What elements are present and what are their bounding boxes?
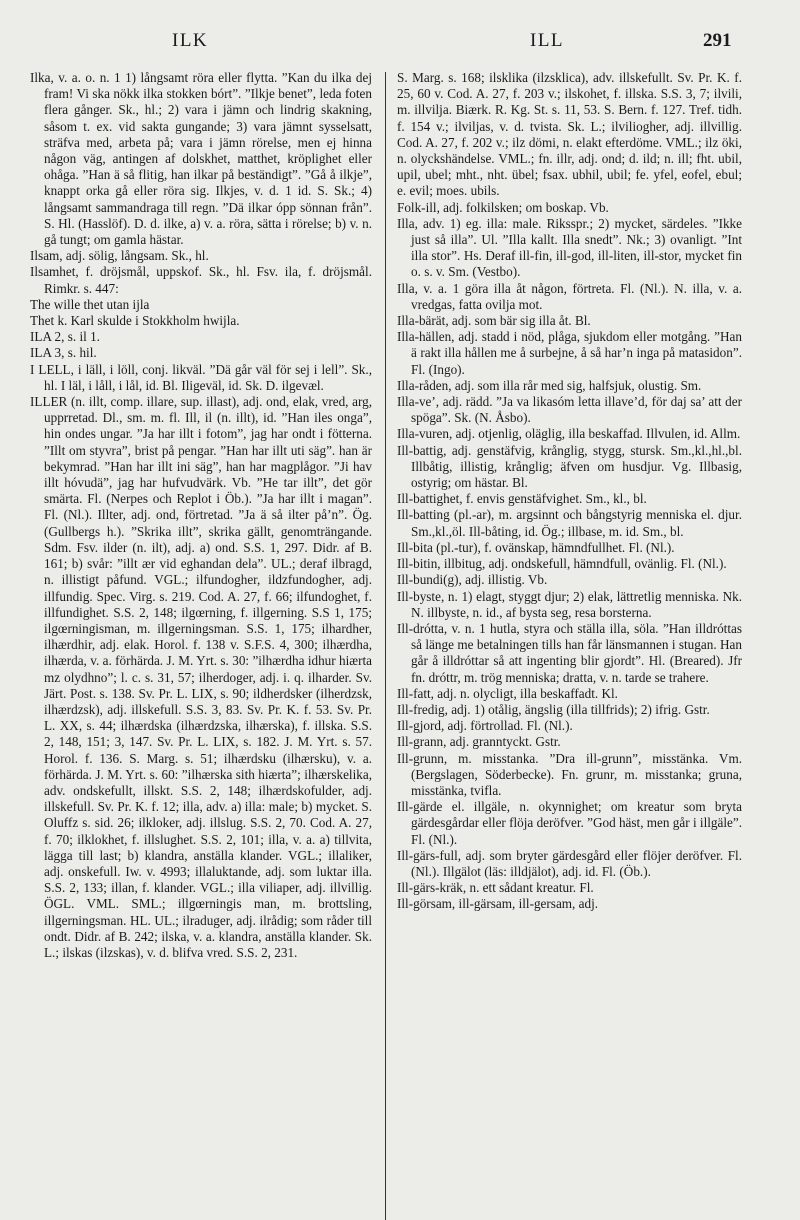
entry-ill-bita: Ill-bita (pl.-tur), f. ovänskap, hämndfullhet. Fl. (Nl.). xyxy=(397,539,675,555)
column-divider xyxy=(385,72,386,1220)
entry-ill-grunn: Ill-grunn, m. misstanka. ”Dra ill-grunn”, misstänka. Vm. (Bergslagen, Söderbecke). Fn. grunr, m. misstanka; gruna, misstänka, tvifla. xyxy=(397,750,742,798)
left-guide-word: ILK xyxy=(172,30,209,51)
entry-ilsam: Ilsam, adj. sölig, långsam. Sk., hl. xyxy=(30,248,209,264)
entry-illa-vuren: Illa-vuren, adj. otjenlig, oläglig, illa beskaffad. Illvulen, id. Allm. xyxy=(397,426,741,442)
entry-ill-batting: Ill-batting (pl.-ar), m. argsinnt och bångstyrig menniska el. djur. Sm.,kl.,öl. Ill-båting, id. Ög.; illbase, m. id. Sm., bl. xyxy=(397,507,742,539)
entry-i-lell: I LELL, i läll, i löll, conj. likväl. ”Dä går väl för sej i lell”. Sk., hl. I läl, i låll, i lål, id. Bl. Iligeväl, id. Sk. D. ilgevæl. xyxy=(30,361,372,393)
entry-ill-gars-full: Ill-gärs-full, adj. som bryter gärdesgård eller flöjer deröfver. Fl. (Nl.). Illgälot (läs: illdjälot), adj. id. Fl. (Öb.). xyxy=(397,847,742,879)
right-guide-word: ILL xyxy=(530,30,565,51)
entry-folk-ill: Folk-ill, adj. folkilsken; om boskap. Vb. xyxy=(397,199,609,215)
entry-ill-gorsam: Ill-görsam, ill-gärsam, ill-gersam, adj. xyxy=(397,896,599,912)
entry-ill-gars-krak: Ill-gärs-kräk, n. ett sådant kreatur. Fl. xyxy=(397,880,594,896)
page-number: 291 xyxy=(703,30,732,51)
entry-ill-battig: Ill-battig, adj. genstäfvig, krånglig, stygg, stursk. Sm.,kl.,hl.,bl. Illbåtig, illistig, krånglig; äfven om husdjur. Vg. Illbasig, ostyrig; om hästar. Bl. xyxy=(397,442,742,491)
entry-illa-adv: Illa, adv. 1) eg. illa: male. Riksspr.; 2) mycket, särdeles. ”Ikke just så illa”. Ul. ”Illa kallt. Illa snedt”. Nk.; 3) ovanligt. ”Int illa stor”. Hs. Deraf ill-fin, ill-god, ill-liten, ill-stor, mycket fin o. s. v. Sm. (Vestbo). xyxy=(397,215,742,280)
entry-ill-fatt: Ill-fatt, adj. n. olycligt, illa beskaffadt. Kl. xyxy=(397,685,618,701)
entry-ilsamhet: Ilsamhet, f. dröjsmål, uppskof. Sk., hl. Fsv. ila, f. dröjsmål. Rimkr. s. 447: xyxy=(30,264,372,296)
entry-ill-bundig: Ill-bundi(g), adj. illistig. Vb. xyxy=(397,572,548,588)
entry-ill-fredig: Ill-fredig, adj. 1) otålig, ängslig (illa tillfrids); 2) ifrig. Gstr. xyxy=(397,701,710,717)
entry-ila-3: ILA 3, s. hil. xyxy=(30,345,97,361)
right-column xyxy=(397,70,742,913)
left-column xyxy=(30,70,372,961)
entry-ilka: Ilka, v. a. o. n. 1 1) långsamt röra eller flytta. ”Kan du ilka dej fram! Vi ska nökk ilka stokken bórt”. ”Ilkje benet”, leda foten flera gånger. Sk., hl.; 2) vara i jämn och lindrig skakning, såsom t. ex. vid sakta gungande; 3) vara jämnt sysselsatt, sträfva med, arbeta på; vara i jämn rörelse, men ej hinna någon väg, antingen af dolskhet, matthet, kröplighet eller ohåga. ”Han ä så flitig, han ilkar på beständigt”. ”Gå å ilkje”, knappt orka gå eller röra sig. Ilkjes, v. d. 1 id. S. Sk.; 4) långsamt sammandraga till regn. ”Dä ilkar ópp sönnan från”. S. Hl. (Hasslöf). D. d. ilke, a) v. a. röra, sätta i rörelse; b) v. n. gå tungt; om gamla hästar. xyxy=(30,70,372,248)
entry-illa-ve: Illa-ve’, adj. rädd. ”Ja va likasóm letta illave’d, för daj sa’ att der spöga”. Sk. (N. Åsbo). xyxy=(397,394,742,426)
entry-ill-battighet: Ill-battighet, f. envis genstäfvighet. Sm., kl., bl. xyxy=(397,491,647,507)
entry-iller-continued: S. Marg. s. 168; ilsklika (ilzsklica), adv. illskefullt. Sv. Pr. K. f. 25, 60 v. Cod. A. 27, f. 203 v.; ilskohet, f. illska. S.S. 3, 7; ilvili, m. illvilja. Biærk. R. Kg. St. s. 11, 53. S. Bern. f. 127. Tref. tidh. f. 154 v.; ilviljas, v. d. tvista. Sk. L.; ilviliogher, adj. illvillig. Cod. A. 27, f. 202 v.; ilz dömi, n. elakt efterdöme. VML.; ilz öki, n. olyckshändelse. VML.; fn. illr, adj. ond; d. ild; n. ill; fht. ubil, upil, ubel; mht., nht. übel; fsax. ubhil, ubil; fe. yfel, eofel, ebul; e. evil; moes. ubils. xyxy=(397,70,742,199)
entry-ill-byste: Ill-byste, n. 1) elagt, styggt djur; 2) elak, lättretlig menniska. Nk. N. illbyste, n. id., af bysta seg, resa borsterna. xyxy=(397,588,742,620)
quote-line-2: Thet k. Karl skulde i Stokkholm hwijla. xyxy=(30,313,240,329)
entry-ill-gjord: Ill-gjord, adj. förtrollad. Fl. (Nl.). xyxy=(397,718,573,734)
quote-line-1: The wille thet utan ijla xyxy=(30,296,150,312)
running-head xyxy=(0,30,800,56)
entry-ill-garde: Ill-gärde el. illgäle, n. okynnighet; om kreatur som bryta gärdesgårdar eller flöja deröfver. ”God häst, men går i illgäle”. Fl. (Nl.). xyxy=(397,799,743,847)
entry-illa-raden: Illa-råden, adj. som illa rår med sig, halfsjuk, olustig. Sm. xyxy=(397,377,702,393)
entry-ill-bitin: Ill-bitin, illbitug, adj. ondskefull, hämndfull, ovänlig. Fl. (Nl.). xyxy=(397,556,727,572)
entry-illa-barat: Illa-bärät, adj. som bär sig illa åt. Bl. xyxy=(397,313,591,329)
entry-illa-verb: Illa, v. a. 1 göra illa åt någon, förtreta. Fl. (Nl.). N. illa, v. a. vredgas, fatta ovilja mot. xyxy=(397,280,742,312)
entry-illa-hallen: Illa-hällen, adj. stadd i nöd, plåga, sjukdom eller motgång. ”Han ä rakt illa hållen me å surbejne, å så har’n inga på matasidon”. Fl. (Ingo). xyxy=(397,329,742,377)
entry-ila-2: ILA 2, s. il 1. xyxy=(30,329,100,345)
entry-ill-grann: Ill-grann, adj. granntyckt. Gstr. xyxy=(397,734,561,750)
entry-ill-drotta: Ill-drótta, v. n. 1 hutla, styra och ställa illa, söla. ”Han illdróttas så länge me betalningen tills han får länsmannen i stugan. Han går å illdróttar så att ingenting blir gjordt”. Hl. (Breared). Jfr fn. dróttr, m. trög menniska; dratta, v. n. tarde se trahere. xyxy=(397,620,742,685)
entry-iller: ILLER (n. illt, comp. illare, sup. illast), adj. ond, elak, vred, arg, upprretad. Dl., sm. m. fl. Ill, il (n. illt), id. ”Han iles onga”, hin ondes ungar. ”Ja har illt i fotom”, jag har ondt i fötterna. ”Illt om styvra”, brist på pengar. ”Han har illt uti säg”. han är bekymrad. ”Han har illt ini säg”, han har magplågor. ”Ji hav illt hóvudä”, jag har hufvudvärk. Vb. ”He tar illt”, det gör smärta. Fl. (Nerpes och Replot i Öb.). ”Ja har illt i magan”. Fl. (Nl.). Illter, adj. ond, förtretad. ”Ja ä så ilter på’n”. Ög. (Gullbergs h.). ”Skrika illt”, skrika gällt, genomträngande. Sdm. Fsv. ilder (n. ilt), adj. a) ond. S.S. 1, 297. Didr. af B. 161; b) svår: ”illt ær vid eghandan dela”. UL.; deraf ilbragd, n. illistigt påfund. VGL.; ilfundogher, ildzfundogher, adj. illfundig. Spec. Virg. s. 219. Cod. A. 27, f. 66; ilfundoghet, f. illfundighet. S.S. 2, 148; ilgœrning, f. illgerning. S.S 1, 175; ilgœrningisman, m. illgerningsman. S.S. 1, 175; ilhardher, ilhærdhir, adj. elak. Horol. f. 138 v. S.F.S. 4, 300; ilhærdha, ilhærda, v. a. förhärda. J. M. Yrt. s. 30: ”ilhærdha idhur hiærta mz olydhno”; l. c. s. 31, 57; ilherdoger, adj. i. q. ilharder. Sv. Järt. Post. s. 138. Sv. Pr. L. LIX, s. 90; ildherdsker (ilherdzsk, ilhærdzsk), adj. illskefull. S.S. 3, 83. Sv. Pr. K. f. 53. Sv. Pr. L. XX, s. 44; ilhærdska (ilhærdzska, ilhærska), f. illska. S.S. 2, 148, 151; 3, 147. Sv. Pr. L. LIX, s. 182. J. M. Yrt. s. 57. Horol. f. 136. S. Marg. s. 51; ilhærdsku (ilhærsku), v. a. förhärda. J. M. Yrt. s. 60: ”ilhærska sith hiærta”; ilhærskelika, adv. ondskefullt, illskt. S.S. 2, 148; ilhærdskofulder, adj. illskefull. Sv. Pr. K. f. 12; illa, adv. a) illa: male; b) mycket. S. Oluffz s. sid. 26; ilkloker, adj. illslug. S.S. 2, 70. Cod. A. 27, f. 70; ilklokhet, f. illslughet. S.S. 2, 101; illa, v. a. a) tillvita, lägga till last; b) klandra, anställa klander. VGL.; illaliker, adj. onskefull. Iw. v. 4993; illaluktande, adj. som luktar illa. S.S. 2, 133; illan, f. klander. VGL.; illa viliaper, adj. illvillig. ÖGL. VML. SML.; illgœrningis man, m. brottsling, illgerningsman. HL. UL.; ilraduger, adj. ilrådig; som råder till ondt. Didr. af B. 242; ilska, v. a. klandra, anställa klander. Sk. L.; ilskas (ilzskas), v. d. blifva vred. S.S. 2, 231. xyxy=(30,394,372,960)
